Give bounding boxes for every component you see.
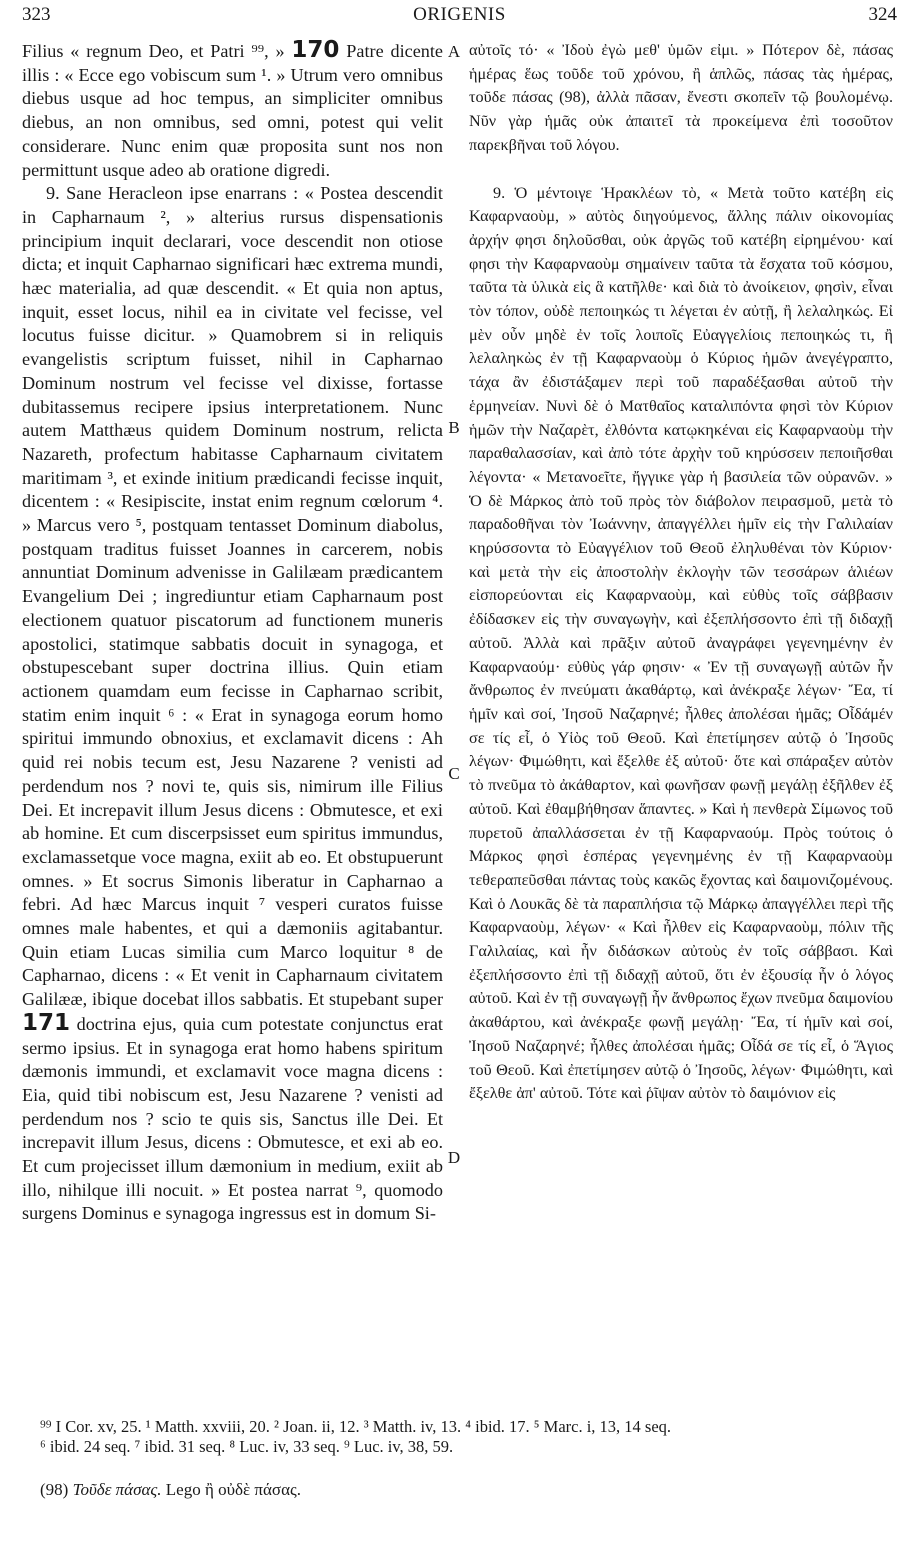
running-title: ORIGENIS [413,4,506,25]
latin-paragraph-1 [22,39,443,182]
footnote-line-1: ⁹⁹ I Cor. xv, 25. ¹ Matth. xxviii, 20. ² Joan. ii, 12. ³ Matth. iv, 13. ⁴ ibid. 17. ⁵ Marc. i, 13, 14 seq. [40,1417,672,1436]
greek-paragraph-2: 9. Ὁ μέντοιγε Ἡρακλέων τὸ, « Μετὰ τοῦτο κατέβη εἰς Καφαρναοὺμ, » αὐτὸς διηγούμενος, ἄλλης πάλιν οἰκονομίας ἀρχήν φησι δηλοῦσθαι, οὐκ ἀργῶς τοῦ κατέβη εἰρημένου· καί φησι τὴν Καφαρναοὺμ σημαίνειν ταῦτα τὰ ἔσχατα τοῦ κόσμου, ταῦτα τὰ ὑλικὰ εἰς ἃ κατῆλθε· καὶ διὰ τὸ ἀνοίκειον, φησὶν, εἶναι τὸν τόπον, οὐδὲ πεποιηκώς τι λέγεται ἐν αὐτῇ, ἢ λελαληκώς. Εἰ μὲν οὖν μηδὲ ἐν τοῖς λοιποῖς Εὐαγγελίοις πεποιηκώς τι, ἢ λελαληκὼς ἐν τῇ Καφαρναοὺμ ὁ Κύριος ἡμῶν ἀνεγέγραπτο, τάχα ἂν ἐδιστάξαμεν περὶ τοῦ παραδέξασθαι αὐτοῦ τὴν ἑρμηνείαν. Νυνὶ δὲ ὁ Ματθαῖος καταλιπόντα φησὶ τὸν Κύριον ἡμῶν τὴν Ναζαρὲτ, ἐλθόντα κατῳκηκέναι εἰς Καφαρναοὺμ τὴν παραθαλασσίαν, καὶ ἀπὸ τότε ἀρχὴν τοῦ κηρύσσειν πεποιῆσθαι λέγοντα· « Μετανοεῖτε, ἤγγικε γὰρ ἡ βασιλεία τῶν οὐρανῶν. » Ὁ δὲ Μάρκος ἀπὸ τοῦ πρὸς τὸν διάβολον πειρασμοῦ, μετὰ τὸ παραδοθῆναι τὸν Ἰωάννην, ἀπαγγέλλει ἡμῖν εἰς τὴν Γαλιλαίαν κηρύσσοντα τὸ Εὐαγγέλιον τοῦ Θεοῦ ἐληλυθέναι τὸν Κύριον· καὶ μετὰ τὴν εἰς ἀποστολὴν ἐκλογὴν τῶν τεσσάρων ἁλιέων εἰσπορεύονται εἰς Καφαρναοὺμ, καὶ εὐθὺς τοῖς σάββασιν ἐδίδασκεν εἰς τὴν συναγωγὴν, καὶ ἐξεπλήσσοντο ἐπὶ τῇ διδαχῇ αὐτοῦ. Ἀλλὰ καὶ πρᾶξιν αὐτοῦ ἀναγράφει γεγενημένην ἐν Καφαρναούμ· εὐθὺς γάρ φησιν· « Ἐν τῇ συναγωγῇ αὐτῶν ἦν ἄνθρωπος ἐν πνεύματι ἀκαθάρτῳ, καὶ ἀνέκραξε λέγων· Ἔα, τί ἡμῖν καὶ σοί, Ἰησοῦ Ναζαρηνέ; ἦλθες ἀπολέσαι ἡμᾶς; Οἶδάμέν σε τίς εἶ, ὁ Υἱὸς τοῦ Θεοῦ. Καὶ ἐπετίμησεν αὐτῷ ὁ Ἰησοῦς λέγων· Φιμώθητι, καὶ ἔξελθε ἐξ αὐτοῦ· ὅτε καὶ σπάραξεν αὐτὸν τὸ πνεῦμα τὸ ἀκάθαρτον, καὶ φωνῆσαν φωνῇ μεγάλῃ ἐξῆλθεν ἐξ αὐτοῦ. Καὶ ἐθαμβήθησαν ἅπαντες. » Καὶ ἡ πενθερὰ Σίμωνος τοῦ πυρετοῦ ἀπαλλάσσεται ἐν τῇ Καφαρναούμ. Πρὸς τούτοις ὁ Μάρκος φησὶ ἑσπέρας γεγενημένης ἐν τῇ Καφαρναοὺμ τεθεραπεῦσθαι πάντας τοὺς κακῶς ἔχοντας καὶ δαιμονιζομένους. Καὶ ὁ Λουκᾶς δὲ τὰ παραπλήσια τῷ Μάρκῳ ἀπαγγέλλει περὶ τῆς Καφαρναοὺμ, λέγων· « Καὶ ἦλθεν εἰς Καφαρναοὺμ, πόλιν τῆς Γαλιλαίας, καὶ ἦν διδάσκων αὐτοὺς ἐν τοῖς σάββασι. Καὶ ἐξεπλήσσοντο ἐπὶ τῇ διδαχῇ αὐτοῦ, ὅτι ἐν ἐξουσίᾳ ἦν ὁ λόγος αὐτοῦ. Καὶ ἐν τῇ συναγωγῇ ἦν ἄνθρωπος ἔχων πνεῦμα δαιμονίου ἀκαθάρτου, καὶ ἀνέκραξε φωνῇ μεγάλῃ· Ἔα, τί ἡμῖν καὶ σοί, Ἰησοῦ Ναζαρηνέ; ἦλθες ἀπολέσαι ἡμᾶς; Οἶδά σε τίς εἶ, ὁ Ἅγιος τοῦ Θεοῦ. Καὶ ἐπετίμησεν αὐτῷ ὁ Ἰησοῦς, λέγων· Φιμώθητι, καὶ ἔξελθε ἀπ' αὐτοῦ. Τότε καὶ ῥῖψαν αὐτὸν τὸ δαιμόνιον εἰς [469,183,893,1103]
section-marker-d: D [447,1148,461,1167]
section-marker-b: B [448,418,460,437]
margin-page-number: 171 [22,1009,71,1036]
section-marker-c: C [448,764,460,783]
footnotes [40,1417,890,1457]
note-lemma: Τοῦδε πάσας. [72,1480,162,1499]
latin-text: doctrina ejus, quia cum potestate conjunctus erat sermo ipsius. Et in synagoga erat homo habens spiritum dæmonis immundi, et exclamavit voce magna dicens : Eia, quid tibi nobiscum est, Jesu Nazarene ? venisti ad perdendum nos ? scio te quis sis, Sanctus ille Dei. Et increpavit illum Jesus, dicens : Obmutesce, et exi ab eo. Et cum projecisset illum dæmonium in medium, exiit ab illo, nihilque illi nocuit. » Et postea narrat ⁹, quomodo surgens Dominus e synagoga ingressus est in domum Si- [22,1013,443,1224]
left-page-number: 323 [22,4,51,25]
margin-page-number: 170 [291,37,340,63]
right-page-number: 324 [868,4,897,25]
section-marker-a: A [447,42,461,61]
footnote-line-2: ⁶ ibid. 24 seq. ⁷ ibid. 31 seq. ⁸ Luc. iv, 33 seq. ⁹ Luc. iv, 38, 59. [40,1437,454,1456]
note-text: Lego ἢ οὐδὲ πάσας. [161,1480,301,1499]
latin-text: 9. Sane Heracleon ipse enarrans : « Postea descendit in Capharnaum ², » alterius rursus dispensationis principium inquit declarari, voce descendit non otiose dicta; et inquit Capharnao significari hæc extrema mundi, hæc materialia, ad quæ descendit. « Et quia non aptus, inquit, esset locus, nihil ea in civitate vel fecisse, vel locutus fuisse dicitur. » Quamobrem si in reliquis evangelistis scriptum fuisset, nihil in Capharnao Dominum nostrum vel fecisse vel dixisse, fortasse dubitassemus recipere ipsius interpretationem. Nunc autem Matthæus quidem Dominum nostrum, relicta Nazareth, profectum habitasse Capharnaum civitatem maritimam ³, et exinde initium prædicandi fecisse inquit, dicentem : « Resipiscite, instat enim regnum cœlorum ⁴. » Marcus vero ⁵, postquam tentasset Dominum diabolus, postquam traditus fuisset Joannes in carcerem, nobis annuntiat Dominum advenisse in Galilæam prædicantem Evangelium Dei ; ingrediuntur etiam Capharnaum post electionem quatuor piscatorum ad functionem muneris apostolici, statimque sabbatis docuit in synagoga, et obstupescebant super doctrina illius. Quin etiam actionem quamdam eum fecisse in Capharnao scribit, statim enim inquit ⁶ : « Erat in synagoga eorum homo spiritui immundo obnoxius, et exclamavit dicens : Ah quid rei nobis tecum est, Jesu Nazarene ? venisti ad perdendum nos ? novi te, quis sis, nimirum ille Filius Dei. Et increpavit illum Jesus dicens : Obmutesce, et exi ab homine. Et cum discerpsisset eum spiritus immundus, exclamassetque voce magna, exiit ab eo. Et obstupuerunt omnes. » Et socrus Simonis liberatur in Capharnao a febri. Ad hæc Marcus inquit ⁷ vesperi curatos fuisse omnes male habentes, et qui a dæmoniis agitabantur. Quin etiam Lucas similia cum Marco loquitur ⁸ de Capharnao, dicens : « Et venit in Capharnaum civitatem Galilææ, ibique docebat illos sabbatis. Et stupebant super [22,183,443,1010]
critical-note [40,1480,301,1500]
greek-paragraph-1: αὐτοῖς τό· « Ἰδοὺ ἐγὼ μεθ' ὑμῶν εἰμι. » Πότερον δὲ, πάσας ἡμέρας ἕως τοῦδε τοῦ χρόνου, ἢ ἁπλῶς, πάσας τὰς ἡμέρας, τοῦδε πάσας (98), ἀλλὰ πᾶσαν, ἔνεστι σκοπεῖν τῷ βουλομένῳ. Νῦν γὰρ ἡμᾶς οὐκ ἀπαιτεῖ τὰ προκείμενα ἐπὶ τοσοῦτον παρεκβῆναι τοῦ λόγου. [469,41,893,154]
latin-text: Filius « regnum Deo, et Patri ⁹⁹, » [22,41,292,61]
note-number: (98) [40,1480,69,1499]
greek-column [469,39,893,1106]
latin-column [22,39,443,1226]
latin-paragraph-2 [22,182,443,1226]
page-header [22,4,897,34]
latin-text: Patre dicente illis : « Ecce ego vobiscum sum ¹. » Utrum vero omnibus diebus usque ad hoc tempus, an simpliciter omnibus diebus, an non omnibus, sed omni, potest qui velit considerare. Nunc enim quæ proposita sunt nos non permittunt usque adeo ab oratione digredi. [22,41,443,180]
